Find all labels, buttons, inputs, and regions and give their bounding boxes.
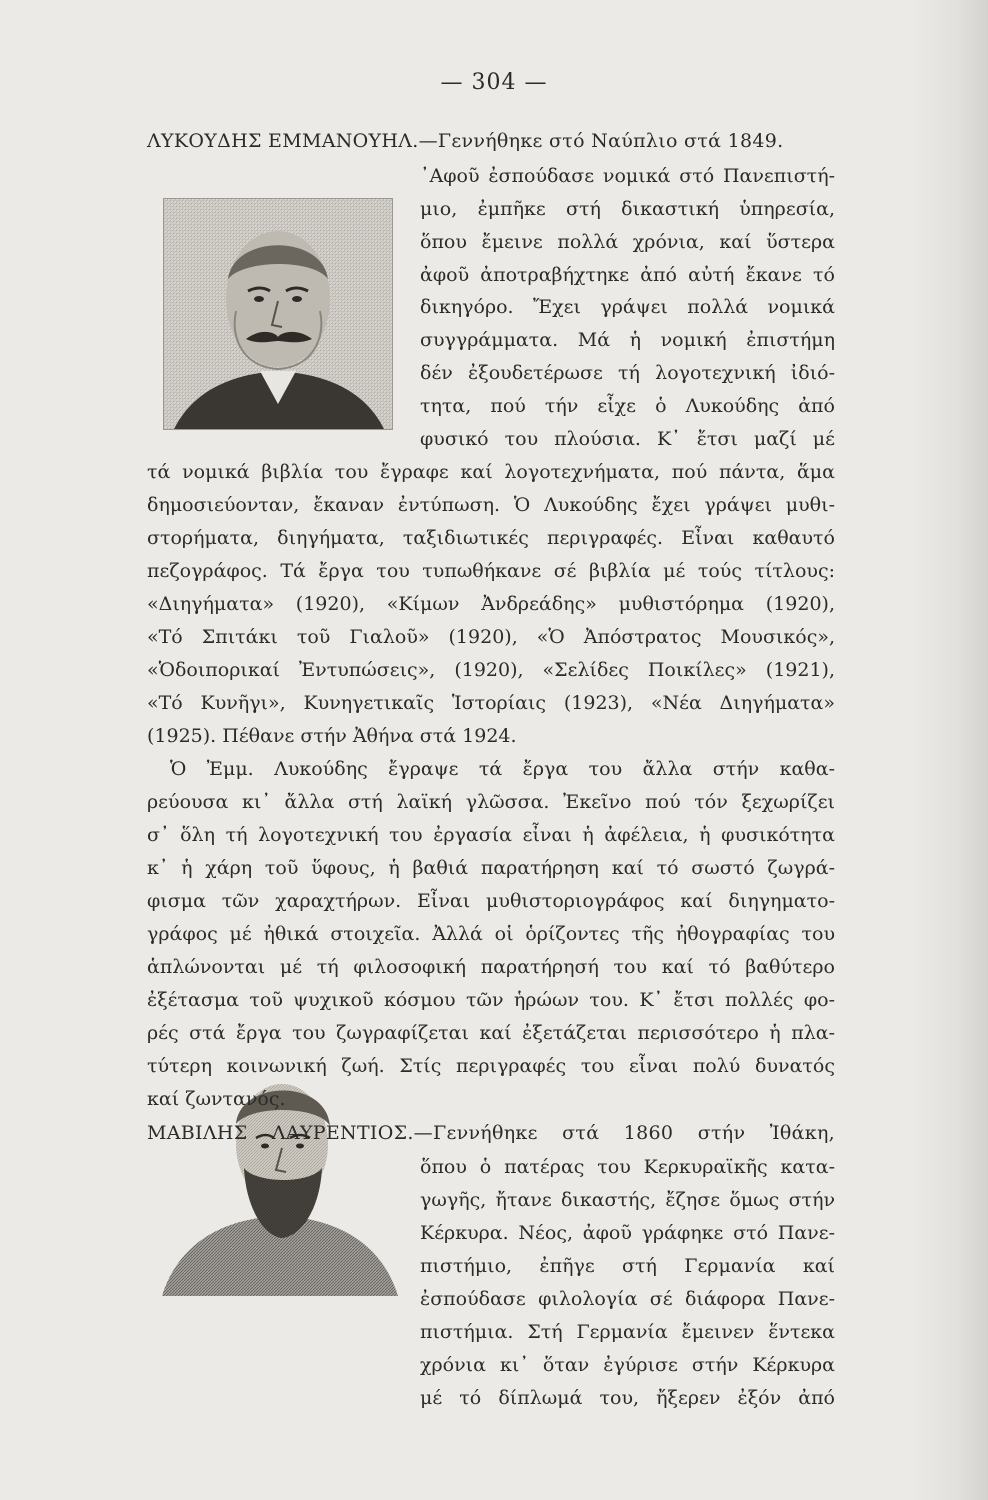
page-number: — 304 —: [440, 70, 548, 95]
text-line: συγγράμματα. Μά ἡ νομική ἐπιστήμη: [420, 329, 835, 351]
text-line: ἀφοῦ ἀποτραβήχτηκε ἀπό αὐτή ἔκανε τό: [420, 264, 835, 286]
portrait-lykoudis-drawing: [164, 199, 392, 429]
text-line: Κέρκυρα. Νέος, ἀφοῦ γράφηκε στό Πανε-: [420, 1222, 835, 1244]
text-line: ρές στά ἔργα του ζωγραφίζεται καί ἐξετάζεται περισσότερο ἡ πλα-: [147, 1022, 835, 1044]
text-line: «Διηγήματα» (1920), «Κίμων Ἀνδρεάδης» μυθιστόρημα (1920),: [147, 593, 835, 615]
text-line: γωγῆς, ἤτανε δικαστής, ἔζησε ὅμως στήν: [420, 1189, 835, 1211]
text-line: «Τό Σπιτάκι τοῦ Γιαλοῦ» (1920), «Ὁ Ἀπόστρατος Μουσικός»,: [147, 626, 835, 648]
text-line: ἐσπούδασε φιλολογία σέ διάφορα Πανε-: [420, 1288, 835, 1310]
text-line: μιο, ἐμπῆκε στή δικαστική ὑπηρεσία,: [420, 198, 835, 220]
text-line: ᾿Αφοῦ ἐσπούδασε νομικά στό Πανεπιστή-: [420, 165, 835, 187]
text-line: σ᾿ ὅλη τή λογοτεχνική του ἐργασία εἶναι ἡ ἀφέλεια, ἡ φυσικότητα: [147, 824, 835, 846]
text-line: ὅπου ὁ πατέρας του Κερκυραϊκῆς κατα-: [420, 1156, 835, 1178]
text-line: πιστήμιο, ἐπῆγε στή Γερμανία καί: [420, 1255, 835, 1277]
text-line: πιστήμια. Στή Γερμανία ἔμεινεν ἕντεκα: [420, 1321, 835, 1343]
page-fold-shadow: [908, 0, 988, 1500]
text-line: τύτερη κοινωνική ζωή. Στίς περιγραφές του εἶναι πολύ δυνατός: [147, 1055, 835, 1077]
text-line: «Ὁδοιπορικαί Ἐντυπώσεις», (1920), «Σελίδες Ποικίλες» (1921),: [147, 659, 835, 681]
text-line: ἐξέτασμα τοῦ ψυχικοῦ κόσμου τῶν ἡρώων του. Κ᾿ ἔτσι πολλές φο-: [147, 989, 835, 1011]
text-line: φυσικό του πλούσια. Κ᾿ ἔτσι μαζί μέ: [420, 428, 835, 450]
text-line: καί ζωντανός.: [147, 1088, 286, 1110]
portrait-lykoudis: [163, 198, 393, 430]
text-line: ἁπλώνονται μέ τή φιλοσοφική παρατήρησή του καί τό βαθύτερο: [147, 956, 835, 978]
text-line: δικηγόρο. Ἔχει γράψει πολλά νομικά: [420, 296, 835, 318]
text-line: (1925). Πέθανε στήν Ἀθήνα στά 1924.: [147, 725, 517, 747]
text-line: χρόνια κι᾿ ὅταν ἐγύρισε στήν Κέρκυρα: [420, 1354, 835, 1376]
text-line: ὅπου ἔμεινε πολλά χρόνια, καί ὕστερα: [420, 231, 835, 253]
text-line: στορήματα, διηγήματα, ταξιδιωτικές περιγραφές. Εἶναι καθαυτό: [147, 527, 835, 549]
text-line: γράφος μέ ἠθικά στοιχεῖα. Ἀλλά οἱ ὁρίζοντες τῆς ἠθογραφίας του: [147, 923, 835, 945]
text-line: μέ τό δίπλωμά του, ἤξερεν ἐξόν ἀπό: [420, 1387, 835, 1409]
entry-heading-lykoudis: ΛΥΚΟΥΔΗΣ ΕΜΜΑΝΟΥΗΛ.—Γεννήθηκε στό Ναύπλιο στά 1849.: [147, 130, 784, 152]
text-line: Ὁ Ἐμμ. Λυκούδης ἔγραψε τά ἔργα του ἄλλα στήν καθα-: [170, 758, 835, 780]
text-line: τά νομικά βιβλία του ἔγραφε καί λογοτεχνήματα, πού πάντα, ἅμα: [147, 461, 835, 483]
entry-heading-mavilis: ΜΑΒΙΛΗΣ ΛΑΥΡΕΝΤΙΟΣ.—Γεννήθηκε στά 1860 στήν Ἰθάκη,: [147, 1122, 835, 1144]
text-line: δημοσιεύονταν, ἔκαναν ἐντύπωση. Ὁ Λυκούδης ἔχει γράψει μυθι-: [147, 494, 835, 516]
text-line: φισμα τῶν χαραχτήρων. Εἶναι μυθιστοριογράφος καί διηγηματο-: [147, 890, 835, 912]
text-line: τητα, πού τήν εἶχε ὁ Λυκούδης ἀπό: [420, 395, 835, 417]
text-line: δέν ἐξουδετέρωσε τή λογοτεχνική ἰδιό-: [420, 362, 835, 384]
text-line: ρεύουσα κι᾿ ἄλλα στή λαϊκή γλῶσσα. Ἐκεῖνο πού τόν ξεχωρίζει: [147, 791, 835, 813]
text-line: «Τό Κυνῆγι», Κυνηγετικαῖς Ἱστορίαις (1923), «Νέα Διηγήματα»: [147, 692, 835, 714]
text-line: κ᾿ ἡ χάρη τοῦ ὕφους, ἡ βαθιά παρατήρηση καί τό σωστό ζωγρά-: [147, 857, 835, 879]
text-line: πεζογράφος. Τά ἔργα του τυπωθήκανε σέ βιβλία μέ τούς τίτλους:: [147, 560, 835, 582]
